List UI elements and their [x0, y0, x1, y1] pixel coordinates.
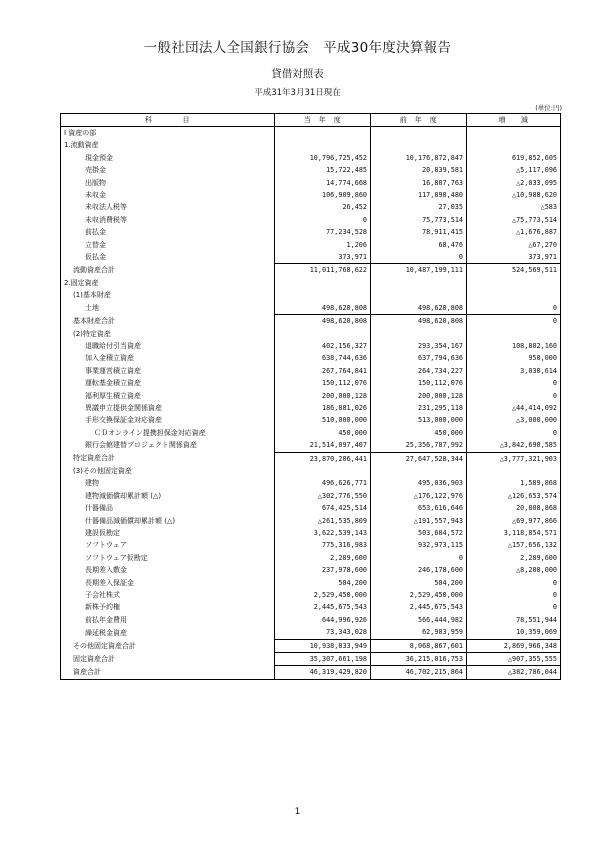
row-previous-value: 27,647,528,344: [371, 452, 467, 465]
table-row-total: [61, 452, 561, 465]
row-previous-value: 450,000: [371, 427, 467, 439]
row-change-value: △583: [467, 201, 561, 213]
row-current-value: △302,776,550: [275, 490, 371, 502]
row-change-value: △907,355,555: [467, 653, 561, 666]
row-label: 建物減価償却累計額 (△): [61, 490, 275, 502]
row-label: 事業運営積立資産: [61, 365, 275, 377]
row-previous-value: 503,684,572: [371, 527, 467, 539]
row-change-value: 950,000: [467, 352, 561, 364]
row-previous-value: 27,035: [371, 201, 467, 213]
row-label: ソフトウェア仮勘定: [61, 552, 275, 564]
table-row: [61, 614, 561, 626]
row-label: 長期差入敷金: [61, 564, 275, 576]
row-change-value: 108,802,160: [467, 340, 561, 352]
table-row: [61, 490, 561, 502]
row-previous-value: 566,444,982: [371, 614, 467, 626]
row-change-value: 20,808,868: [467, 502, 561, 514]
row-previous-value: 0: [371, 251, 467, 264]
row-label: 流動資産合計: [61, 264, 275, 277]
table-row: [61, 201, 561, 213]
report-title: 一般社団法人全国銀行協会 平成30年度決算報告: [143, 40, 452, 56]
table-row: [61, 239, 561, 251]
row-label: (3)その他固定資産: [61, 465, 275, 477]
row-change-value: △75,773,514: [467, 214, 561, 226]
table-row: [61, 414, 561, 426]
row-change-value: △3,842,690,585: [467, 439, 561, 452]
row-change-value: △1,676,887: [467, 226, 561, 238]
row-current-value: [275, 289, 371, 301]
row-label: 固定資産合計: [61, 653, 275, 666]
row-current-value: 10,796,725,452: [275, 152, 371, 164]
table-row-total: [61, 264, 561, 277]
row-change-value: [467, 328, 561, 340]
row-label: 異議申立提供金関係資産: [61, 402, 275, 414]
column-header-item: 科 目: [61, 114, 275, 127]
row-label: 運転基金積立資産: [61, 377, 275, 389]
row-change-value: 1,589,868: [467, 477, 561, 489]
row-current-value: 0: [275, 214, 371, 226]
row-label: 売掛金: [61, 164, 275, 176]
row-change-value: △157,656,132: [467, 539, 561, 551]
table-row: [61, 377, 561, 389]
row-current-value: [275, 328, 371, 340]
table-row: [61, 427, 561, 439]
row-current-value: 46,319,429,820: [275, 666, 371, 679]
row-label: 福利厚生積立資産: [61, 390, 275, 402]
row-change-value: △3,000,000: [467, 414, 561, 426]
row-change-value: 0: [467, 601, 561, 613]
table-row: [61, 465, 561, 477]
row-current-value: 510,000,000: [275, 414, 371, 426]
row-previous-value: [371, 328, 467, 340]
row-current-value: [275, 127, 371, 140]
table-row: [61, 564, 561, 576]
row-current-value: 504,200: [275, 577, 371, 589]
row-label: 立替金: [61, 239, 275, 251]
row-current-value: 106,909,860: [275, 189, 371, 201]
table-row: [61, 439, 561, 452]
row-previous-value: [371, 465, 467, 477]
row-current-value: 200,000,128: [275, 390, 371, 402]
row-current-value: 73,343,028: [275, 626, 371, 639]
page-number: 1: [294, 807, 301, 817]
row-current-value: 775,316,983: [275, 539, 371, 551]
row-previous-value: 200,000,128: [371, 390, 467, 402]
table-row: [61, 626, 561, 639]
table-row: [61, 577, 561, 589]
row-change-value: 3,030,614: [467, 365, 561, 377]
row-label: 仮払金: [61, 251, 275, 264]
row-label: 基本財産合計: [61, 315, 275, 328]
row-label: 建物: [61, 477, 275, 489]
row-current-value: 2,529,450,000: [275, 589, 371, 601]
table-row: [61, 365, 561, 377]
row-current-value: 35,307,661,198: [275, 653, 371, 666]
table-row: [61, 164, 561, 176]
row-change-value: 0: [467, 427, 561, 439]
row-label: 未収消費税等: [61, 214, 275, 226]
row-change-value: 78,551,944: [467, 614, 561, 626]
row-change-value: 0: [467, 377, 561, 389]
row-previous-value: 498,620,808: [371, 302, 467, 315]
table-row: [61, 352, 561, 364]
row-change-value: 0: [467, 577, 561, 589]
row-previous-value: △176,122,976: [371, 490, 467, 502]
row-label: ソフトウェア: [61, 539, 275, 551]
row-change-value: 0: [467, 589, 561, 601]
row-previous-value: 2,445,675,543: [371, 601, 467, 613]
row-previous-value: [371, 277, 467, 289]
table-row: [61, 589, 561, 601]
row-current-value: 644,996,926: [275, 614, 371, 626]
table-row-total: [61, 639, 561, 652]
table-row: [61, 302, 561, 315]
row-label: 2.固定資産: [61, 277, 275, 289]
row-previous-value: 10,176,872,847: [371, 152, 467, 164]
table-row: [61, 552, 561, 564]
table-body: [61, 127, 561, 680]
row-label: 特定資産合計: [61, 452, 275, 465]
table-row: [61, 277, 561, 289]
row-label: 什器備品減価償却累計額 (△): [61, 515, 275, 527]
row-previous-value: 36,215,016,753: [371, 653, 467, 666]
row-current-value: 11,011,768,622: [275, 264, 371, 277]
row-label: 資産合計: [61, 666, 275, 679]
table-row-total: [61, 666, 561, 679]
row-previous-value: 150,112,076: [371, 377, 467, 389]
row-change-value: △126,653,574: [467, 490, 561, 502]
row-label: 前払金: [61, 226, 275, 238]
row-current-value: 267,764,841: [275, 365, 371, 377]
row-current-value: 1,206: [275, 239, 371, 251]
row-current-value: 498,620,808: [275, 302, 371, 315]
row-label: 子会社株式: [61, 589, 275, 601]
row-previous-value: 498,620,808: [371, 315, 467, 328]
row-previous-value: 495,036,903: [371, 477, 467, 489]
table-row-total: [61, 653, 561, 666]
row-label: 現金預金: [61, 152, 275, 164]
row-change-value: △382,786,044: [467, 666, 561, 679]
row-change-value: [467, 139, 561, 151]
row-previous-value: 293,354,167: [371, 340, 467, 352]
table-row: [61, 214, 561, 226]
table-row: [61, 527, 561, 539]
row-change-value: △10,988,620: [467, 189, 561, 201]
row-current-value: [275, 139, 371, 151]
table-row: [61, 390, 561, 402]
row-previous-value: 20,839,581: [371, 164, 467, 176]
row-change-value: [467, 289, 561, 301]
row-current-value: [275, 277, 371, 289]
table-row: [61, 328, 561, 340]
column-header-current: 当 年 度: [275, 114, 371, 127]
row-current-value: 150,112,076: [275, 377, 371, 389]
statement-title: 貸借対照表: [271, 68, 324, 80]
row-previous-value: 932,973,115: [371, 539, 467, 551]
row-previous-value: 78,911,415: [371, 226, 467, 238]
table-row: [61, 226, 561, 238]
table-row: [61, 127, 561, 140]
row-current-value: 3,622,539,143: [275, 527, 371, 539]
row-previous-value: 75,773,514: [371, 214, 467, 226]
row-previous-value: 10,487,199,111: [371, 264, 467, 277]
row-label: 土地: [61, 302, 275, 315]
row-change-value: 10,359,069: [467, 626, 561, 639]
table-row: [61, 189, 561, 201]
row-label: 1.流動資産: [61, 139, 275, 151]
row-change-value: △67,270: [467, 239, 561, 251]
row-label: 新株予約権: [61, 601, 275, 613]
row-label: Ⅰ 資産の部: [61, 127, 275, 140]
row-previous-value: 0: [371, 552, 467, 564]
row-current-value: 14,774,668: [275, 177, 371, 189]
row-change-value: 524,569,511: [467, 264, 561, 277]
row-current-value: 23,870,206,441: [275, 452, 371, 465]
table-row: [61, 139, 561, 151]
row-change-value: △5,117,096: [467, 164, 561, 176]
row-previous-value: 62,983,959: [371, 626, 467, 639]
row-current-value: 373,971: [275, 251, 371, 264]
row-current-value: 450,000: [275, 427, 371, 439]
table-row: [61, 340, 561, 352]
table-row: [61, 402, 561, 414]
row-previous-value: 504,200: [371, 577, 467, 589]
table-row: [61, 177, 561, 189]
row-current-value: 21,514,097,407: [275, 439, 371, 452]
row-previous-value: 264,734,227: [371, 365, 467, 377]
statement-date: 平成31年3月31日現在: [254, 88, 341, 98]
table-row: [61, 601, 561, 613]
row-label: 手形交換保証金対応資産: [61, 414, 275, 426]
row-previous-value: 46,702,215,864: [371, 666, 467, 679]
row-change-value: 619,852,605: [467, 152, 561, 164]
row-current-value: 2,445,675,543: [275, 601, 371, 613]
row-change-value: 2,289,600: [467, 552, 561, 564]
row-change-value: [467, 127, 561, 140]
row-previous-value: 2,529,450,000: [371, 589, 467, 601]
row-previous-value: 513,000,000: [371, 414, 467, 426]
row-current-value: 15,722,485: [275, 164, 371, 176]
row-label: 銀行会館建替プロジェクト関係資産: [61, 439, 275, 452]
row-change-value: △2,033,095: [467, 177, 561, 189]
row-change-value: [467, 465, 561, 477]
row-change-value: 0: [467, 315, 561, 328]
row-change-value: △44,414,092: [467, 402, 561, 414]
row-previous-value: 8,068,867,601: [371, 639, 467, 652]
row-change-value: 0: [467, 302, 561, 315]
row-change-value: △3,777,321,903: [467, 452, 561, 465]
balance-sheet-table: [60, 113, 561, 680]
table-row: [61, 251, 561, 264]
column-header-previous: 前 年 度: [371, 114, 467, 127]
row-previous-value: 637,794,636: [371, 352, 467, 364]
row-previous-value: 68,476: [371, 239, 467, 251]
row-label: 出版物: [61, 177, 275, 189]
row-current-value: 2,289,600: [275, 552, 371, 564]
row-change-value: △8,200,000: [467, 564, 561, 576]
table-row: [61, 515, 561, 527]
table-row: [61, 152, 561, 164]
row-previous-value: [371, 139, 467, 151]
row-change-value: 2,869,966,348: [467, 639, 561, 652]
row-change-value: 0: [467, 390, 561, 402]
row-previous-value: 231,295,118: [371, 402, 467, 414]
row-previous-value: △191,557,943: [371, 515, 467, 527]
table-header-row: [61, 114, 561, 127]
unit-label: (単位:円): [535, 104, 562, 112]
row-previous-value: 16,807,763: [371, 177, 467, 189]
row-current-value: 674,425,514: [275, 502, 371, 514]
row-change-value: △69,977,866: [467, 515, 561, 527]
row-current-value: 77,234,528: [275, 226, 371, 238]
row-previous-value: 653,616,646: [371, 502, 467, 514]
row-label: ＣＤオンライン提携担保金対応資産: [61, 427, 275, 439]
row-current-value: 237,978,600: [275, 564, 371, 576]
row-change-value: 373,971: [467, 251, 561, 264]
row-current-value: 638,744,636: [275, 352, 371, 364]
row-label: 什器備品: [61, 502, 275, 514]
row-current-value: 186,881,026: [275, 402, 371, 414]
row-previous-value: [371, 289, 467, 301]
row-label: 建設仮勘定: [61, 527, 275, 539]
row-current-value: 498,620,808: [275, 315, 371, 328]
row-label: 未収金: [61, 189, 275, 201]
row-change-value: 3,118,854,571: [467, 527, 561, 539]
row-label: その他固定資産合計: [61, 639, 275, 652]
table-row: [61, 539, 561, 551]
row-label: 未収法人税等: [61, 201, 275, 213]
row-change-value: [467, 277, 561, 289]
column-header-change: 増 減: [467, 114, 561, 127]
row-previous-value: 246,178,600: [371, 564, 467, 576]
row-label: 繰延税金資産: [61, 626, 275, 639]
row-label: (2)特定資産: [61, 328, 275, 340]
row-previous-value: 117,898,480: [371, 189, 467, 201]
row-previous-value: 25,356,787,992: [371, 439, 467, 452]
row-previous-value: [371, 127, 467, 140]
row-current-value: 26,452: [275, 201, 371, 213]
row-label: 退職給付引当資産: [61, 340, 275, 352]
row-label: 長期差入保証金: [61, 577, 275, 589]
row-current-value: △261,535,809: [275, 515, 371, 527]
row-label: (1)基本財産: [61, 289, 275, 301]
row-current-value: [275, 465, 371, 477]
row-label: 前払年金費用: [61, 614, 275, 626]
row-current-value: 10,938,833,949: [275, 639, 371, 652]
row-current-value: 496,626,771: [275, 477, 371, 489]
table-row-total: [61, 315, 561, 328]
row-current-value: 402,156,327: [275, 340, 371, 352]
table-row: [61, 477, 561, 489]
row-label: 加入金積立資産: [61, 352, 275, 364]
table-row: [61, 502, 561, 514]
table-row: [61, 289, 561, 301]
